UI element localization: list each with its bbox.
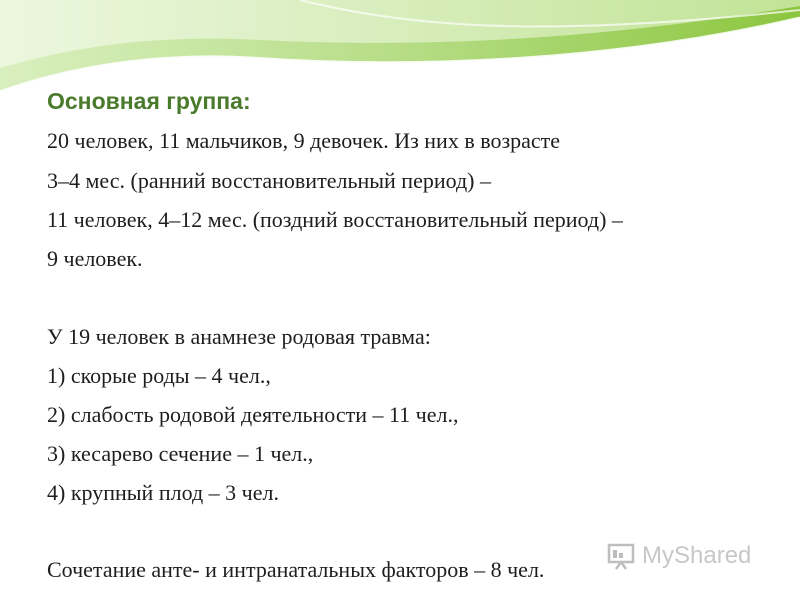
list-item: 1) скорые роды – 4 чел., [47,363,271,388]
body-line: Сочетание анте- и интранатальных факторов – 8 чел. [47,557,545,582]
list-item: 4) крупный плод – 3 чел. [47,480,279,505]
watermark [606,536,776,576]
presentation-board-icon [606,541,636,571]
body-line: 20 человек, 11 мальчиков, 9 девочек. Из них в возрасте [47,128,561,153]
body-line: 3–4 мес. (ранний восстановительный период) – [47,168,491,193]
list-item: 2) слабость родовой деятельности – 11 чел., [47,402,459,427]
body-line: 11 человек, 4–12 мес. (поздний восстановительный период) – [47,207,623,232]
body-line: 9 человек. [47,246,143,271]
list-item: 3) кесарево сечение – 1 чел., [47,441,314,466]
header-wave-decoration [0,0,800,100]
watermark-text: MyShared [642,542,752,569]
body-line: У 19 человек в анамнезе родовая травма: [47,324,431,349]
slide-title: Основная группа: [47,88,251,114]
